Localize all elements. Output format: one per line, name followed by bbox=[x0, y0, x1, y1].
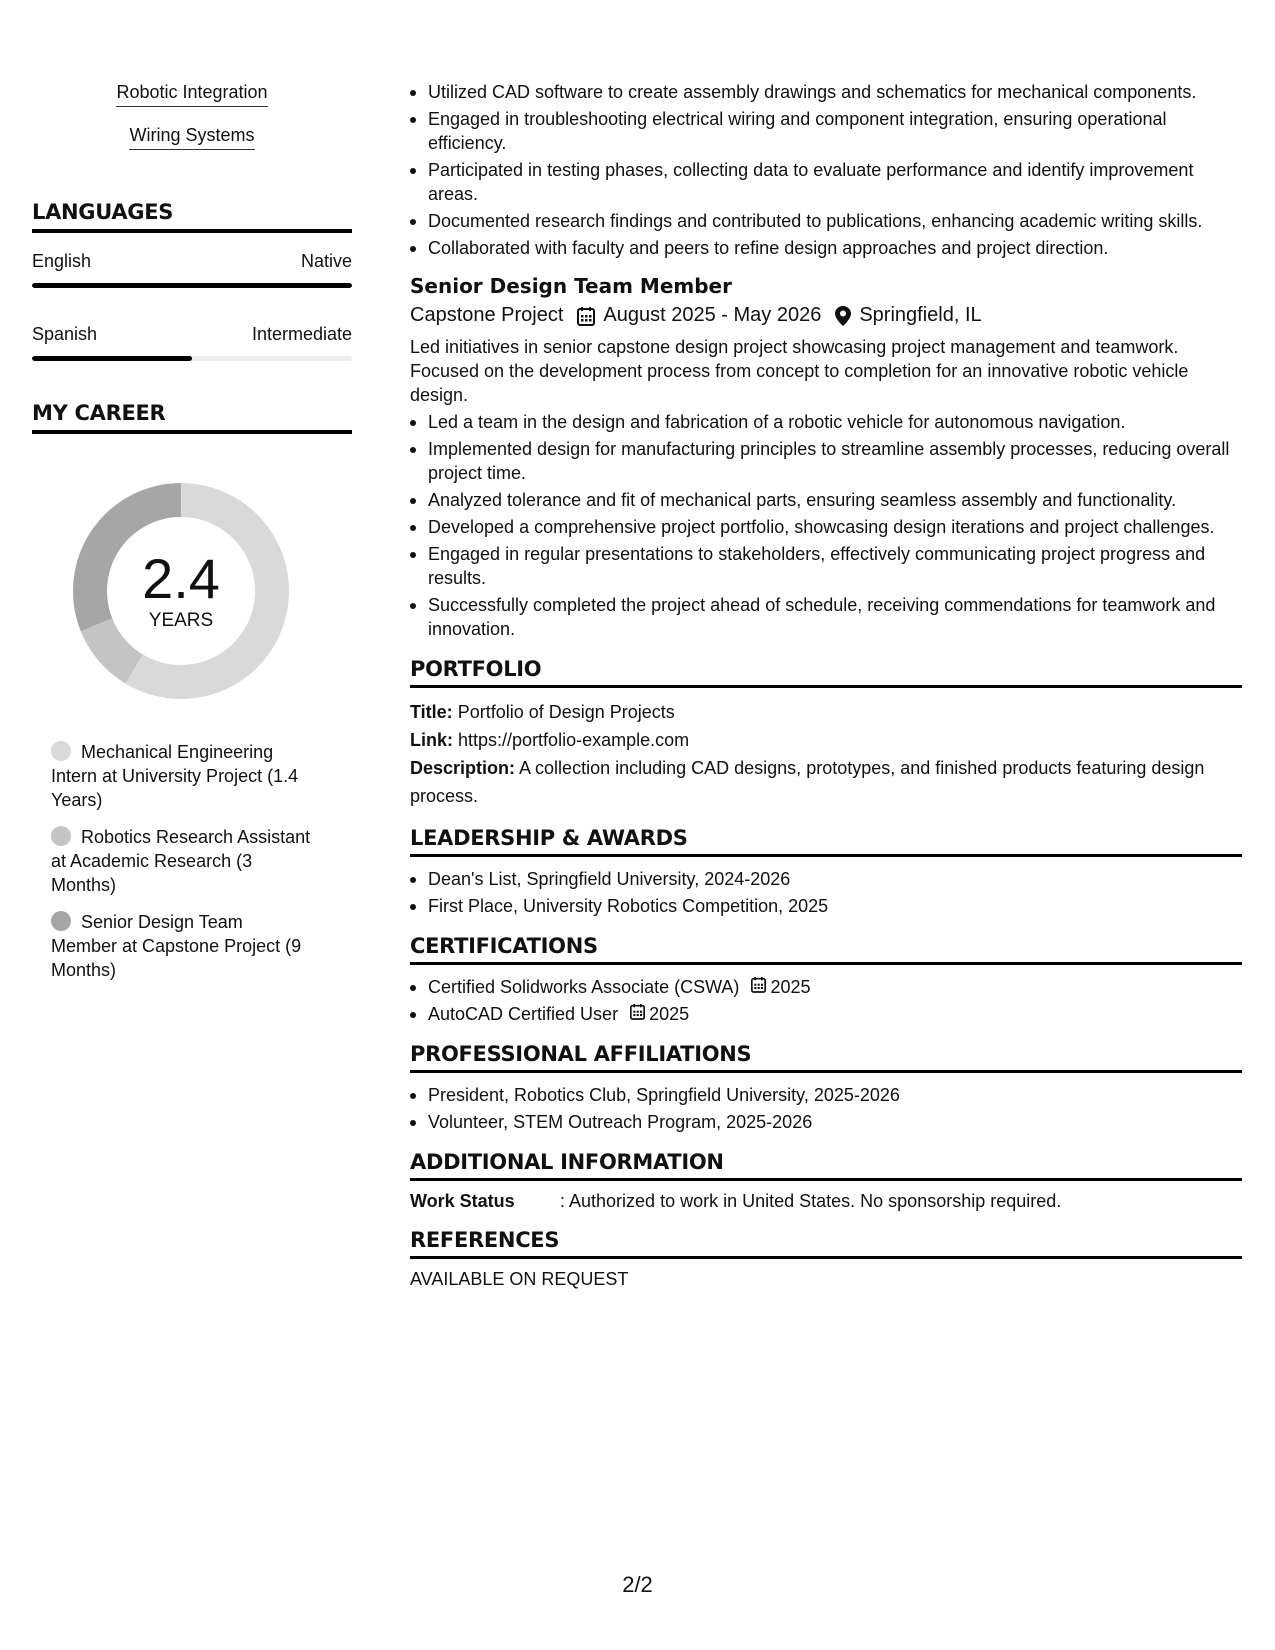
list-item: Analyzed tolerance and fit of mechanical parts, ensuring seamless assembly and functionality. bbox=[410, 488, 1242, 512]
portfolio-description: A collection including CAD designs, prototypes, and finished products featuring design process. bbox=[410, 758, 1205, 806]
career-section bbox=[32, 401, 352, 982]
legend-label: Senior Design Team Member at Capstone Project (9 Months) bbox=[51, 912, 302, 980]
additional-info-heading: ADDITIONAL INFORMATION bbox=[410, 1150, 1242, 1181]
list-item: Dean's List, Springfield University, 2024-2026 bbox=[410, 867, 1242, 891]
list-item: Led a team in the design and fabrication of a robotic vehicle for autonomous navigation. bbox=[410, 410, 1242, 434]
job-bullets bbox=[410, 410, 1242, 641]
cert-year: 2025 bbox=[649, 1004, 690, 1024]
affiliations-heading: PROFESSIONAL AFFILIATIONS bbox=[410, 1042, 1242, 1073]
list-item: President, Robotics Club, Springfield University, 2025-2026 bbox=[410, 1083, 1242, 1107]
cert-name: Certified Solidworks Associate (CSWA) bbox=[428, 977, 740, 997]
map-pin-icon bbox=[835, 306, 851, 326]
list-item: Engaged in regular presentations to stakeholders, effectively communicating project progress and results. bbox=[410, 542, 1242, 590]
language-item bbox=[32, 324, 352, 361]
career-unit: YEARS bbox=[148, 610, 214, 631]
right-column bbox=[410, 80, 1242, 1290]
list-item: Participated in testing phases, collecting data to evaluate performance and identify improvement areas. bbox=[410, 158, 1242, 206]
work-status-label: Work Status bbox=[410, 1191, 515, 1211]
field-label: Description: bbox=[410, 758, 516, 778]
previous-job-bullets bbox=[410, 80, 1242, 260]
language-bar-fill bbox=[32, 283, 352, 288]
page-number: 2/2 bbox=[622, 1572, 653, 1597]
legend-dot bbox=[51, 741, 71, 761]
career-legend-item bbox=[51, 910, 312, 982]
skill-tag: Wiring Systems bbox=[129, 125, 254, 150]
left-column bbox=[32, 82, 352, 995]
career-legend-item bbox=[51, 825, 312, 897]
job-dates: August 2025 - May 2026 bbox=[603, 304, 822, 326]
references-heading: REFERENCES bbox=[410, 1228, 1242, 1259]
portfolio-title-row bbox=[410, 698, 1242, 726]
career-heading: MY CAREER bbox=[32, 401, 352, 434]
language-item bbox=[32, 251, 352, 288]
legend-dot bbox=[51, 826, 71, 846]
language-level: Intermediate bbox=[251, 324, 352, 344]
portfolio-heading: PORTFOLIO bbox=[410, 657, 1242, 688]
certifications-heading: CERTIFICATIONS bbox=[410, 934, 1242, 965]
list-item: Developed a comprehensive project portfolio, showcasing design iterations and project challenges. bbox=[410, 515, 1242, 539]
skill-tags bbox=[32, 82, 352, 150]
languages-heading: LANGUAGES bbox=[32, 200, 352, 233]
cert-year: 2025 bbox=[770, 977, 811, 997]
list-item: Implemented design for manufacturing principles to streamline assembly processes, reducing overall project time. bbox=[410, 437, 1242, 485]
awards-list bbox=[410, 867, 1242, 918]
list-item: Collaborated with faculty and peers to refine design approaches and project direction. bbox=[410, 236, 1242, 260]
work-status-value: : Authorized to work in United States. No sponsorship required. bbox=[560, 1191, 1062, 1211]
list-item: First Place, University Robotics Competition, 2025 bbox=[410, 894, 1242, 918]
list-item: Successfully completed the project ahead of schedule, receiving commendations for teamwork and innovation. bbox=[410, 593, 1242, 641]
career-donut bbox=[66, 476, 296, 706]
skill-tag: Robotic Integration bbox=[116, 82, 267, 107]
list-item: Engaged in troubleshooting electrical wiring and component integration, ensuring operational efficiency. bbox=[410, 107, 1242, 155]
career-legend bbox=[32, 740, 312, 982]
list-item: Volunteer, STEM Outreach Program, 2025-2026 bbox=[410, 1110, 1242, 1134]
job-location: Springfield, IL bbox=[859, 304, 982, 326]
portfolio-link-row bbox=[410, 726, 1242, 754]
affiliations-list bbox=[410, 1083, 1242, 1134]
cert-name: AutoCAD Certified User bbox=[428, 1004, 619, 1024]
job-description: Led initiatives in senior capstone design project showcasing project management and teamwork. Focused on the development process from concept to completion for an innovative robotic vehicle design. bbox=[410, 337, 1189, 405]
portfolio-description-row bbox=[410, 754, 1242, 810]
portfolio-link[interactable]: https://portfolio-example.com bbox=[458, 730, 690, 750]
languages-list bbox=[32, 251, 352, 361]
language-bar bbox=[32, 356, 352, 361]
references-text: AVAILABLE ON REQUEST bbox=[410, 1269, 629, 1289]
job-company: Capstone Project bbox=[410, 304, 564, 326]
calendar-icon bbox=[577, 306, 595, 326]
field-label: Title: bbox=[410, 702, 453, 722]
job-meta bbox=[410, 304, 1242, 327]
language-name: English bbox=[32, 251, 92, 271]
calendar-icon bbox=[630, 1002, 645, 1026]
list-item: Documented research findings and contributed to publications, enhancing academic writing skills. bbox=[410, 209, 1242, 233]
legend-label: Mechanical Engineering Intern at University Project (1.4 Years) bbox=[51, 742, 299, 810]
legend-dot bbox=[51, 911, 71, 931]
calendar-icon bbox=[751, 975, 766, 999]
certifications-list bbox=[410, 975, 1242, 1026]
list-item bbox=[410, 1002, 1242, 1026]
career-legend-item bbox=[51, 740, 312, 812]
work-status-row bbox=[410, 1191, 1242, 1212]
field-label: Link: bbox=[410, 730, 453, 750]
career-total: 2.4 bbox=[142, 547, 220, 610]
language-bar bbox=[32, 283, 352, 288]
awards-heading: LEADERSHIP & AWARDS bbox=[410, 826, 1242, 857]
list-item: Utilized CAD software to create assembly drawings and schematics for mechanical components. bbox=[410, 80, 1242, 104]
list-item bbox=[410, 975, 1242, 999]
language-bar-fill bbox=[32, 356, 192, 361]
legend-label: Robotics Research Assistant at Academic Research (3 Months) bbox=[51, 827, 311, 895]
language-level: Native bbox=[300, 251, 352, 271]
portfolio-title: Portfolio of Design Projects bbox=[457, 702, 675, 722]
language-name: Spanish bbox=[32, 324, 98, 344]
job-title: Senior Design Team Member bbox=[410, 274, 732, 298]
